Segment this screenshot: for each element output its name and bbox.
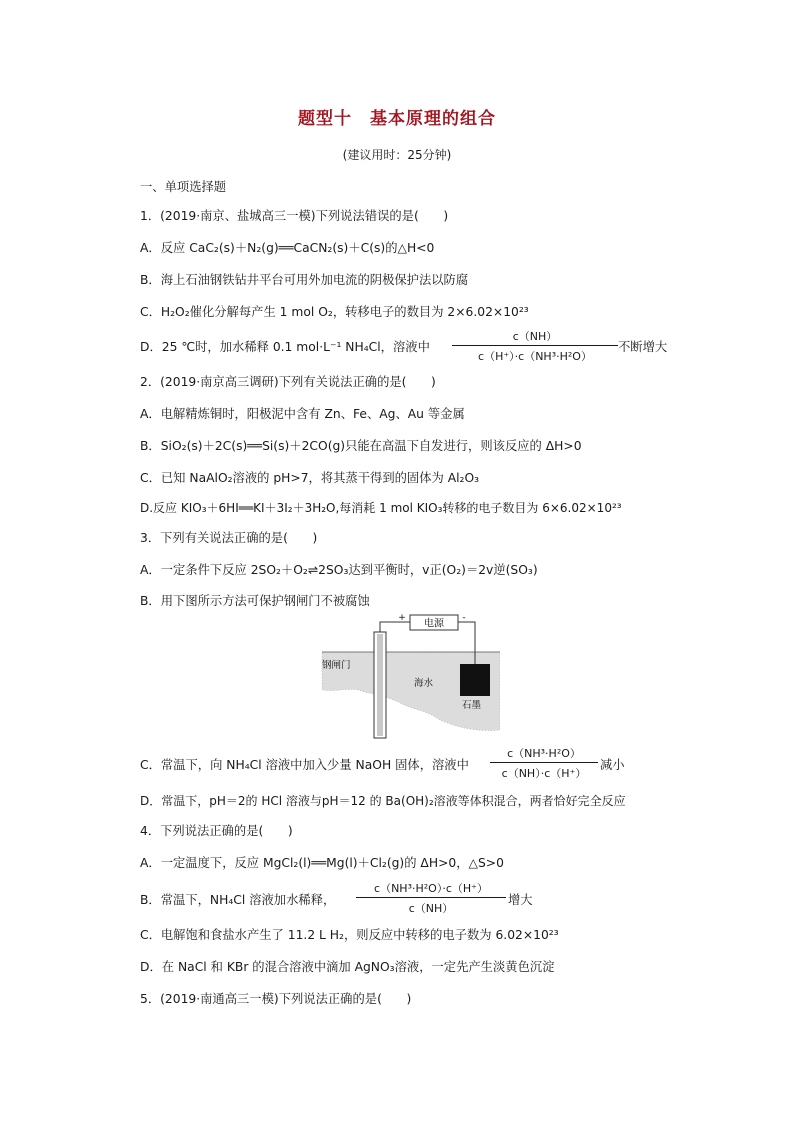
q1-option-a: A．反应 CaC₂(s)＋N₂(g)══CaCN₂(s)＋C(s)的△H<0 (140, 241, 435, 255)
q4-option-a: A．一定温度下，反应 MgCl₂(l)══Mg(l)＋Cl₂(g)的 ΔH>0，△S>0 (140, 856, 504, 870)
graphite-label: 石墨 (462, 700, 482, 711)
q4-stem: 4．下列说法正确的是( ) (140, 824, 293, 838)
q3-option-b: B．用下图所示方法可保护钢闸门不被腐蚀 (140, 594, 370, 608)
q1-option-c: C．H₂O₂催化分解每产生 1 mol O₂，转移电子的数目为 2×6.02×10²³ (140, 305, 529, 319)
q1-option-d-suffix: 不断增大 (618, 340, 668, 354)
q3-option-c-suffix: 减小 (600, 758, 625, 772)
power-supply-label: 电源 (424, 618, 444, 630)
wire-positive (380, 622, 410, 632)
q4-b-fraction-bar (356, 897, 506, 898)
q5-stem: 5．(2019·南通高三一模)下列说法正确的是( ) (140, 992, 412, 1006)
graphite-electrode (460, 664, 490, 696)
section-heading: 一、单项选择题 (140, 180, 227, 194)
q2-option-b: B．SiO₂(s)＋2C(s)══Si(s)＋2CO(g)只能在高温下自发进行，则该反应的 ΔH>0 (140, 439, 582, 453)
q1-d-denominator: c（H⁺）·c（NH³·H²O） (478, 350, 592, 363)
q4-option-b-prefix: B．常温下，NH₄Cl 溶液加水稀释， (140, 893, 336, 907)
q4-option-d: D．在 NaCl 和 KBr 的混合溶液中滴加 AgNO₃溶液，一定先产生淡黄色沉淀 (140, 960, 555, 974)
q1-option-b: B．海上石油钢铁钻井平台可用外加电流的阴极保护法以防腐 (140, 273, 469, 287)
q2-option-a: A．电解精炼铜时，阳极泥中含有 Zn、Fe、Ag、Au 等金属 (140, 407, 465, 421)
q3-c-denominator: c（NH）·c（H⁺） (501, 767, 587, 780)
q2-option-c: C．已知 NaAlO₂溶液的 pH>7，将其蒸干得到的固体为 Al₂O₃ (140, 471, 480, 485)
q3-option-d: D．常温下，pH＝2的 HCl 溶液与pH＝12 的 Ba(OH)₂溶液等体积混合，两者恰好完全反应 (140, 794, 626, 808)
gate-protection-diagram (318, 612, 500, 740)
q2-stem: 2．(2019·南京高三调研)下列有关说法正确的是( ) (140, 375, 436, 389)
steel-gate-label: 钢闸门 (322, 660, 351, 671)
positive-terminal-label: + (398, 613, 406, 623)
q4-option-b-suffix: 增大 (508, 893, 533, 907)
q1-option-d-prefix: D．25 ℃时，加水稀释 0.1 mol·L⁻¹ NH₄Cl，溶液中 (140, 340, 430, 354)
q3-c-numerator: c（NH³·H²O） (507, 747, 581, 760)
page-title: 题型十 基本原理的组合 (298, 109, 496, 129)
q1-d-fraction-bar (452, 345, 618, 346)
q3-option-c-prefix: C．常温下，向 NH₄Cl 溶液中加入少量 NaOH 固体，溶液中 (140, 758, 469, 772)
q4-option-c: C．电解饱和食盐水产生了 11.2 L H₂，则反应中转移的电子数为 6.02×10²³ (140, 928, 559, 942)
q2-option-d: D.反应 KIO₃＋6HI══KI＋3I₂＋3H₂O,每消耗 1 mol KIO₃转移的电子数目为 6×6.02×10²³ (140, 501, 622, 515)
q3-stem: 3．下列有关说法正确的是( ) (140, 531, 318, 545)
seawater-label: 海水 (414, 678, 434, 689)
q3-c-fraction-bar (490, 762, 598, 763)
negative-terminal-label: - (462, 613, 466, 623)
q1-stem: 1．(2019·南京、盐城高三一模)下列说法错误的是( ) (140, 209, 449, 223)
time-hint: (建议用时：25分钟) (342, 148, 452, 162)
q3-option-a: A．一定条件下反应 2SO₂＋O₂⇌2SO₃达到平衡时，v正(O₂)＝2v逆(SO₃) (140, 563, 538, 577)
steel-gate-inner (377, 634, 383, 736)
q4-b-denominator: c（NH） (408, 902, 454, 915)
q4-b-numerator: c（NH³·H²O）·c（H⁺） (374, 882, 488, 895)
q1-d-numerator: c（NH） (512, 330, 558, 343)
